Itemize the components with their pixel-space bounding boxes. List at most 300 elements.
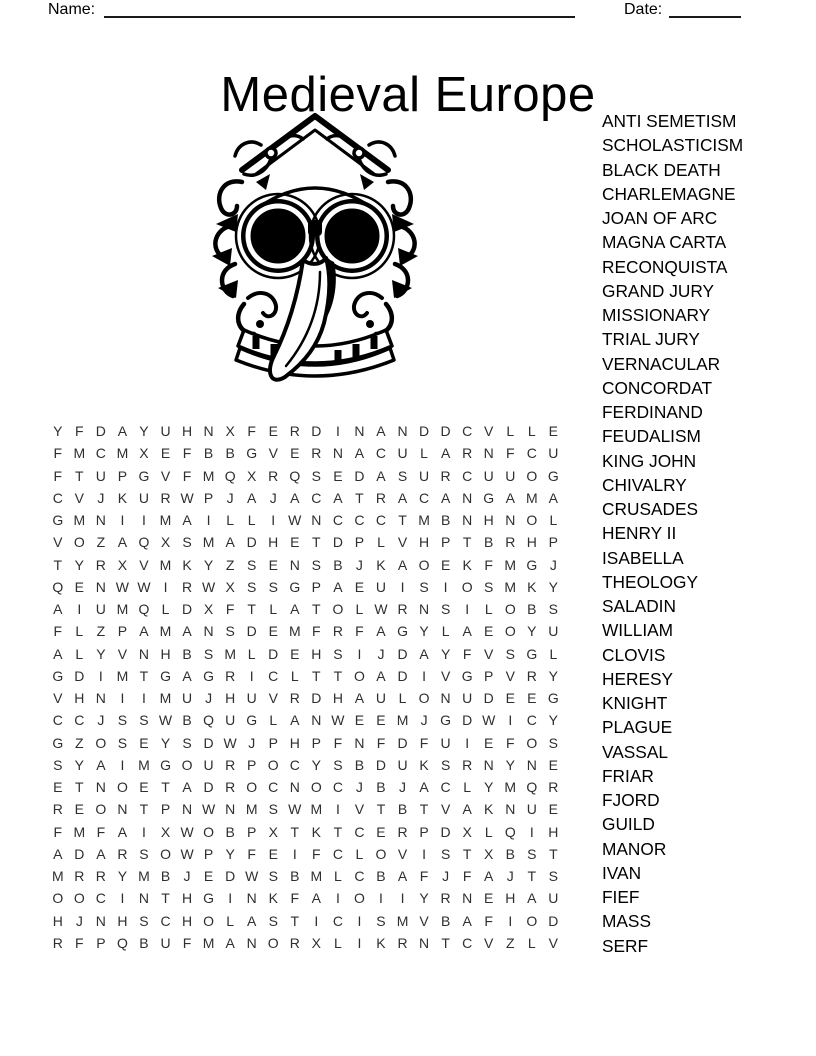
word-list-item: JOAN OF ARC [602, 208, 718, 228]
grid-letter: L [377, 534, 385, 551]
grid-letter: R [289, 934, 300, 951]
grid-letter: E [376, 823, 386, 840]
grid-letter: F [312, 623, 321, 640]
grid-letter: T [312, 667, 321, 684]
grid-letter: U [440, 734, 451, 751]
grid-letter: N [138, 890, 150, 907]
grid-letter: S [440, 601, 451, 618]
grid-letter: N [225, 801, 236, 818]
grid-letter: O [73, 890, 85, 907]
grid-letter: U [397, 756, 408, 773]
grid-letter: L [398, 690, 407, 707]
grid-letter: A [354, 445, 365, 462]
grid-letter: X [225, 423, 235, 440]
grid-letter: N [289, 779, 300, 796]
grid-letter: D [246, 534, 257, 551]
grid-letter: O [267, 756, 279, 773]
word-list-item: PLAGUE [602, 717, 673, 738]
grid-letter: D [203, 779, 214, 796]
grid-letter: O [116, 779, 128, 796]
grid-letter: V [484, 934, 494, 951]
grid-letter: F [53, 623, 63, 640]
grid-letter: L [269, 712, 278, 729]
grid-letter: W [180, 845, 194, 862]
grid-letter: A [376, 423, 386, 440]
grid-letter: O [418, 556, 430, 573]
grid-letter: N [462, 512, 473, 529]
grid-letter: S [548, 734, 559, 751]
grid-letter: V [354, 801, 365, 818]
grid-letter: P [117, 623, 128, 640]
grid-letter: D [462, 712, 473, 729]
grid-letter: P [117, 467, 128, 484]
grid-letter: S [548, 601, 559, 618]
grid-letter: E [268, 423, 278, 440]
grid-letter: Z [225, 556, 235, 573]
word-list-item: CONCORDAT [602, 377, 713, 398]
grid-letter: C [332, 779, 343, 796]
grid-letter: T [139, 667, 149, 684]
grid-letter: C [526, 712, 537, 729]
grid-letter: V [440, 667, 451, 684]
word-list-item: CRUSADES [602, 499, 699, 519]
grid-letter: A [290, 712, 300, 729]
grid-letter: O [418, 690, 430, 707]
grid-letter: A [505, 489, 515, 506]
grid-letter: I [249, 667, 254, 684]
grid-letter: E [160, 445, 171, 462]
grid-letter: A [53, 845, 63, 862]
grid-letter: U [505, 467, 516, 484]
grid-letter: F [484, 556, 493, 573]
grid-letter: T [419, 801, 429, 818]
grid-letter: J [420, 712, 428, 729]
grid-letter: Y [505, 756, 515, 773]
grid-letter: T [53, 556, 63, 573]
grid-letter: A [53, 645, 63, 662]
grid-letter: W [223, 734, 237, 751]
word-list-item: VASSAL [602, 741, 668, 762]
grid-letter: V [440, 801, 451, 818]
grid-letter: X [160, 534, 171, 551]
grid-letter: M [310, 868, 323, 885]
grid-letter: N [419, 934, 430, 951]
grid-letter: M [116, 445, 129, 462]
grid-letter: S [182, 734, 192, 751]
grid-letter: A [117, 423, 128, 440]
grid-letter: H [160, 645, 171, 662]
grid-letter: P [548, 534, 559, 551]
grid-letter: L [484, 601, 493, 618]
word-list-item: KNIGHT [602, 693, 668, 713]
grid-letter: L [290, 667, 299, 684]
grid-letter: C [332, 512, 343, 529]
grid-letter: D [397, 667, 408, 684]
grid-letter: E [354, 578, 365, 595]
grid-letter: X [203, 601, 214, 618]
grid-letter: B [354, 756, 365, 773]
grid-letter: E [484, 734, 494, 751]
grid-letter: F [462, 868, 472, 885]
grid-letter: I [163, 578, 168, 595]
grid-letter: B [376, 868, 386, 885]
grid-letter: N [311, 512, 322, 529]
grid-letter: J [399, 779, 407, 796]
grid-letter: E [440, 556, 451, 573]
grid-letter: A [117, 823, 128, 840]
grid-letter: L [549, 645, 558, 662]
grid-letter: A [354, 690, 365, 707]
grid-letter: C [462, 423, 473, 440]
grid-letter: C [440, 779, 451, 796]
grid-letter: U [397, 445, 408, 462]
grid-letter: F [355, 623, 364, 640]
plague-doctor-mask-illustration [208, 108, 422, 394]
grid-letter: O [95, 801, 107, 818]
grid-letter: N [419, 601, 430, 618]
grid-letter: T [376, 801, 386, 818]
grid-letter: V [397, 845, 408, 862]
grid-letter: T [290, 912, 300, 929]
grid-letter: G [246, 445, 258, 462]
grid-letter: B [440, 912, 451, 929]
grid-letter: L [75, 645, 84, 662]
grid-letter: A [527, 890, 537, 907]
grid-letter: F [53, 823, 63, 840]
grid-letter: A [247, 912, 257, 929]
grid-letter: R [462, 445, 473, 462]
word-list-item: CHARLEMAGNE [602, 183, 736, 204]
word-list-item: CLOVIS [602, 644, 666, 665]
grid-letter: W [374, 601, 388, 618]
grid-letter: P [203, 845, 214, 862]
grid-letter: H [289, 734, 300, 751]
grid-letter: T [398, 512, 407, 529]
word-list-item: FIEF [602, 887, 640, 907]
grid-letter: S [139, 712, 149, 729]
grid-letter: C [375, 512, 387, 529]
grid-letter: A [96, 845, 106, 862]
grid-letter: W [158, 712, 173, 729]
grid-letter: V [419, 912, 429, 929]
grid-letter: J [226, 489, 234, 506]
grid-letter: R [74, 868, 85, 885]
grid-letter: M [504, 779, 517, 796]
grid-letter: M [159, 623, 172, 640]
grid-letter: K [376, 556, 386, 573]
grid-letter: Y [74, 556, 84, 573]
grid-letter: C [332, 912, 343, 929]
grid-letter: L [355, 601, 364, 618]
grid-letter: A [376, 667, 386, 684]
word-list-item: THEOLOGY [602, 571, 699, 592]
grid-letter: U [95, 601, 106, 618]
grid-letter: P [160, 801, 171, 818]
word-list-item: SCHOLASTICISM [602, 135, 744, 156]
grid-letter: T [462, 845, 472, 862]
grid-letter: P [484, 667, 494, 684]
grid-letter: K [462, 556, 472, 573]
grid-letter: N [311, 712, 322, 729]
grid-letter: F [75, 934, 84, 951]
grid-letter: D [397, 645, 408, 662]
grid-letter: O [246, 779, 258, 796]
grid-letter: X [247, 467, 257, 484]
grid-letter: S [268, 912, 278, 929]
grid-letter: M [159, 556, 172, 573]
grid-letter: M [396, 712, 409, 729]
grid-letter: H [268, 534, 279, 551]
grid-letter: K [182, 556, 192, 573]
grid-letter: N [246, 890, 257, 907]
grid-letter: D [440, 423, 451, 440]
grid-letter: F [290, 890, 300, 907]
date-label: Date: [624, 1, 663, 18]
grid-letter: C [268, 667, 279, 684]
grid-letter: W [288, 801, 302, 818]
grid-letter: B [203, 445, 214, 462]
grid-letter: C [354, 512, 365, 529]
grid-letter: A [333, 578, 343, 595]
grid-letter: T [161, 779, 170, 796]
grid-letter: S [333, 756, 343, 773]
grid-letter: N [95, 690, 106, 707]
grid-letter: X [160, 823, 171, 840]
grid-letter: O [353, 667, 365, 684]
grid-letter: F [333, 734, 343, 751]
grid-letter: L [527, 934, 536, 951]
grid-letter: I [335, 423, 340, 440]
grid-letter: Q [526, 779, 538, 796]
grid-letter: M [73, 823, 86, 840]
grid-letter: M [202, 934, 215, 951]
grid-letter: Q [289, 467, 301, 484]
grid-letter: R [526, 667, 537, 684]
grid-letter: S [268, 578, 278, 595]
grid-letter: B [527, 601, 537, 618]
grid-letter: E [53, 779, 63, 796]
word-list-item: ISABELLA [602, 547, 684, 568]
grid-letter: C [74, 712, 85, 729]
grid-letter: A [462, 912, 472, 929]
grid-letter: A [225, 934, 235, 951]
grid-letter: L [161, 601, 170, 618]
grid-letter: H [332, 690, 343, 707]
grid-letter: P [311, 578, 321, 595]
grid-letter: O [504, 601, 516, 618]
page-title: Medieval Europe [220, 67, 596, 122]
grid-letter: E [484, 890, 494, 907]
grid-letter: B [376, 779, 386, 796]
grid-letter: G [52, 667, 64, 684]
grid-letter: K [376, 934, 386, 951]
date-blank-line [669, 0, 741, 18]
grid-letter: S [268, 801, 278, 818]
grid-letter: V [484, 423, 494, 440]
grid-letter: S [333, 645, 343, 662]
grid-letter: Z [75, 734, 84, 751]
grid-letter: H [181, 912, 193, 929]
grid-letter: F [505, 445, 515, 462]
grid-letter: L [420, 445, 428, 462]
grid-letter: G [397, 623, 408, 640]
grid-letter: J [269, 489, 277, 506]
grid-letter: H [117, 912, 128, 929]
grid-letter: F [182, 934, 192, 951]
grid-letter: L [355, 845, 364, 862]
grid-letter: O [73, 534, 85, 551]
grid-letter: M [116, 601, 129, 618]
grid-letter: E [505, 690, 515, 707]
grid-letter: L [75, 623, 84, 640]
grid-letter: S [247, 578, 257, 595]
grid-letter: O [332, 601, 344, 618]
word-list-item: SERF [602, 935, 649, 956]
grid-letter: T [247, 601, 256, 618]
grid-letter: B [505, 845, 515, 862]
grid-letter: R [440, 890, 451, 907]
grid-letter: M [418, 512, 430, 529]
grid-letter: G [547, 690, 559, 707]
grid-letter: F [96, 823, 106, 840]
grid-letter: F [247, 423, 256, 440]
grid-letter: W [137, 578, 151, 595]
grid-letter: Z [505, 934, 515, 951]
grid-letter: A [117, 534, 128, 551]
grid-letter: N [95, 912, 106, 929]
grid-letter: F [376, 734, 386, 751]
grid-letter: C [332, 845, 343, 862]
grid-letter: P [419, 823, 429, 840]
grid-letter: T [75, 467, 84, 484]
grid-letter: M [504, 556, 517, 573]
grid-letter: A [182, 667, 192, 684]
grid-letter: P [311, 734, 321, 751]
grid-letter: Y [484, 779, 494, 796]
grid-letter: B [139, 934, 149, 951]
grid-letter: X [462, 823, 472, 840]
grid-letter: Y [548, 578, 559, 595]
grid-letter: U [246, 690, 257, 707]
grid-letter: M [202, 467, 215, 484]
grid-letter: G [246, 712, 258, 729]
grid-letter: Q [138, 534, 150, 551]
grid-letter: C [462, 467, 473, 484]
grid-letter: Y [53, 423, 63, 440]
grid-letter: A [440, 445, 451, 462]
word-list-item: GUILD [602, 814, 655, 835]
grid-letter: V [484, 645, 494, 662]
grid-letter: N [505, 512, 516, 529]
grid-letter: T [139, 801, 149, 818]
grid-letter: M [51, 868, 64, 885]
grid-letter: G [526, 645, 538, 662]
grid-letter: J [205, 690, 213, 707]
grid-letter: F [225, 601, 235, 618]
grid-letter: O [526, 734, 538, 751]
grid-letter: S [225, 623, 235, 640]
grid-letter: U [462, 690, 473, 707]
word-list-item: CHIVALRY [602, 474, 687, 495]
word-list-item: MISSIONARY [602, 305, 711, 325]
grid-letter: D [548, 912, 559, 929]
grid-letter: F [75, 423, 84, 440]
grid-letter: Y [419, 623, 429, 640]
word-list-item: HERESY [602, 668, 674, 689]
grid-letter: A [397, 556, 408, 573]
grid-letter: O [181, 756, 193, 773]
grid-letter: J [377, 645, 385, 662]
grid-letter: O [310, 779, 322, 796]
grid-letter: Z [96, 623, 106, 640]
grid-letter: F [462, 645, 472, 662]
grid-letter: N [397, 423, 408, 440]
word-list-item: FERDINAND [602, 402, 703, 422]
grid-letter: G [52, 734, 64, 751]
grid-letter: I [120, 512, 125, 529]
grid-letter: I [120, 756, 125, 773]
grid-letter: Q [138, 601, 150, 618]
grid-letter: D [203, 734, 214, 751]
word-list-item: FEUDALISM [602, 426, 701, 447]
grid-letter: V [160, 467, 171, 484]
grid-letter: W [201, 801, 216, 818]
grid-letter: T [333, 823, 343, 840]
grid-letter: S [247, 556, 257, 573]
grid-letter: F [484, 912, 493, 929]
grid-letter: E [290, 534, 300, 551]
grid-letter: M [504, 578, 517, 595]
grid-letter: R [52, 801, 63, 818]
grid-letter: A [462, 801, 472, 818]
grid-letter: Y [527, 623, 537, 640]
word-list-item: SALADIN [602, 596, 676, 616]
grid-letter: L [463, 779, 472, 796]
grid-letter: W [180, 489, 194, 506]
grid-letter: C [375, 445, 387, 462]
grid-letter: R [397, 934, 408, 951]
grid-letter: G [160, 667, 171, 684]
grid-letter: N [354, 734, 365, 751]
letter-grid [47, 420, 564, 954]
grid-letter: I [529, 823, 534, 840]
grid-letter: Q [504, 823, 516, 840]
grid-letter: P [440, 534, 451, 551]
word-list [602, 109, 743, 958]
grid-letter: X [268, 823, 278, 840]
grid-letter: I [142, 690, 146, 707]
grid-letter: C [311, 489, 322, 506]
grid-letter: A [333, 489, 343, 506]
grid-letter: Q [52, 578, 64, 595]
grid-letter: H [419, 534, 430, 551]
grid-letter: N [526, 756, 537, 773]
grid-letter: A [419, 779, 429, 796]
grid-letter: Y [225, 845, 235, 862]
grid-letter: W [201, 578, 216, 595]
grid-letter: I [142, 823, 146, 840]
grid-letter: D [95, 423, 106, 440]
grid-letter: S [440, 845, 451, 862]
grid-letter: M [396, 912, 409, 929]
grid-letter: V [139, 556, 149, 573]
grid-letter: C [354, 868, 365, 885]
grid-letter: I [508, 912, 513, 929]
grid-letter: H [225, 690, 236, 707]
grid-letter: G [289, 578, 301, 595]
grid-letter: L [441, 623, 450, 640]
grid-letter: N [440, 690, 451, 707]
